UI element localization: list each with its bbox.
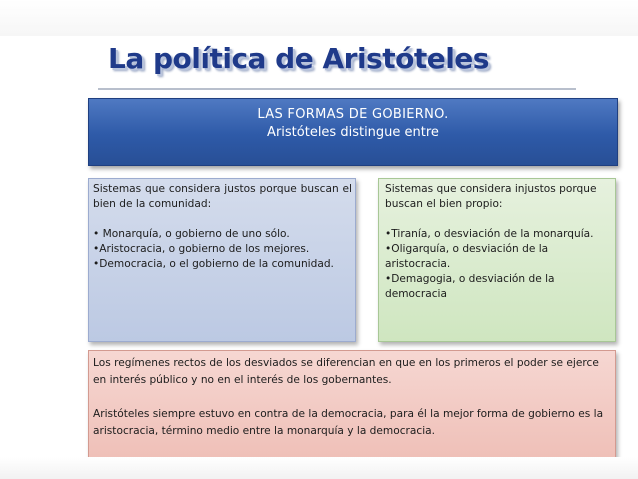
- header-heading: LAS FORMAS DE GOBIERNO.: [257, 107, 449, 122]
- header-subheading: Aristóteles distingue entre: [267, 125, 439, 140]
- list-item-monarquia: • Monarquía, o gobierno de uno sólo.: [93, 228, 290, 240]
- spacer: [385, 212, 609, 227]
- list-item-aristocracia: •Aristocracia, o gobierno de los mejores.: [93, 243, 310, 255]
- list-item-demagogia: •Demagogia, o desviación de la democracia: [385, 273, 555, 300]
- header-box: [88, 98, 618, 166]
- unjust-systems-intro: Sistemas que considera injustos porque buscan el bien propio:: [385, 183, 597, 210]
- title-underline: [98, 88, 576, 90]
- spacer: [93, 389, 609, 406]
- conclusion-paragraph-1: Los regímenes rectos de los desviados se diferencian en que en los primeros el poder se ejerce en interés público y no en el interés de los gobernantes.: [93, 357, 599, 386]
- spacer: [93, 212, 352, 227]
- top-decorative-band: [0, 0, 638, 36]
- list-item-tirania: •Tiranía, o desviación de la monarquía.: [385, 228, 594, 240]
- just-systems-box: [88, 178, 356, 342]
- bottom-decorative-band: [0, 457, 638, 479]
- just-systems-intro: Sistemas que considera justos porque buscan el bien de la comunidad:: [93, 183, 352, 210]
- conclusion-paragraph-2: Aristóteles siempre estuvo en contra de la democracia, para él la mejor forma de gobierno es la aristocracia, término medio entre la monarquía y la democracia.: [93, 408, 604, 437]
- slide-title: La política de Aristóteles: [108, 42, 489, 75]
- conclusion-box: [88, 350, 616, 458]
- list-item-oligarquia: •Oligarquía, o desviación de la aristocracia.: [385, 243, 549, 270]
- unjust-systems-box: [378, 178, 616, 342]
- list-item-democracia: •Democracia, o el gobierno de la comunidad.: [93, 258, 334, 270]
